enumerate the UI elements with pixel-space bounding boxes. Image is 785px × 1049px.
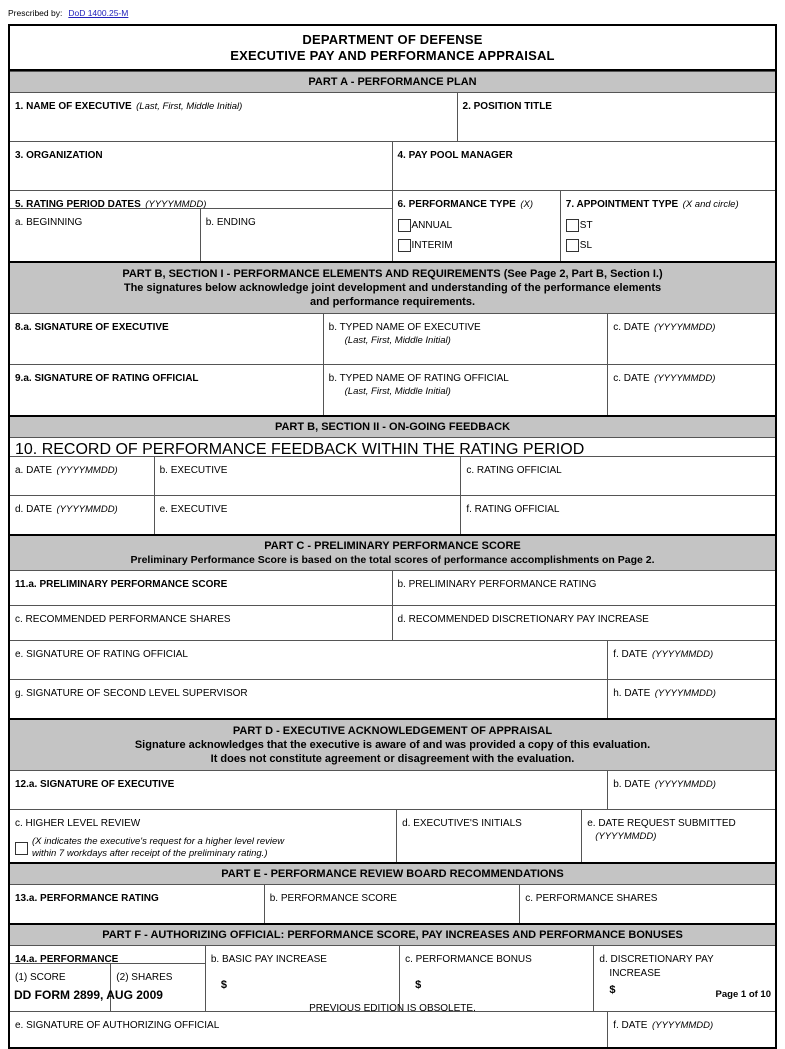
field-executive-signature-date-label: c. DATE: [613, 322, 650, 333]
field-executives-initials-label: d. EXECUTIVE'S INITIALS: [402, 818, 522, 829]
field-part-d-signature-of-executive-label: 12.a. SIGNATURE OF EXECUTIVE: [15, 779, 175, 790]
field-feedback-executive-b-label: b. EXECUTIVE: [159, 465, 228, 476]
dd-form-2899: [8, 24, 777, 1049]
field-feedback-date-d-label: d. DATE: [15, 504, 53, 515]
field-rating-period-dates-header: [10, 191, 392, 209]
field-name-of-executive-label: 1. NAME OF EXECUTIVE: [15, 101, 132, 112]
field-executive-signature-date[interactable]: [608, 314, 775, 364]
higher-level-review-note-line-2: within 7 workdays after receipt of the preliminary rating.): [32, 848, 268, 859]
form-title-block: [10, 26, 775, 71]
field-feedback-rating-official-f[interactable]: [461, 496, 775, 534]
field-recommended-performance-shares-label: c. RECOMMENDED PERFORMANCE SHARES: [15, 614, 231, 625]
part-c-header-line-1: PART C - PRELIMINARY PERFORMANCE SCORE: [264, 540, 521, 552]
field-signature-of-executive[interactable]: [10, 314, 324, 364]
field-part-c-signature-rating-official[interactable]: [10, 641, 608, 679]
field-feedback-date-a-label: a. DATE: [15, 465, 53, 476]
field-typed-name-of-executive[interactable]: [324, 314, 609, 364]
row-feedback-title: [10, 438, 775, 457]
field-part-c-date-h-label: h. DATE: [613, 688, 651, 699]
field-part-c-date-f[interactable]: [608, 641, 775, 679]
checkbox-row-st[interactable]: [566, 219, 770, 232]
checkbox-interim-label: INTERIM: [411, 239, 453, 251]
row-higher-level-review: [10, 810, 775, 862]
field-performance-type: [393, 191, 561, 261]
field-part-d-date-b-label: b. DATE: [613, 779, 651, 790]
field-typed-name-of-rating-official-label: b. TYPED NAME OF RATING OFFICIAL: [328, 373, 509, 384]
part-d-header-line-1: PART D - EXECUTIVE ACKNOWLEDGEMENT OF APPRAISAL: [232, 725, 553, 737]
field-appointment-type-hint: (X and circle): [682, 199, 739, 210]
field-preliminary-performance-rating-label: b. PRELIMINARY PERFORMANCE RATING: [397, 579, 597, 590]
field-prb-performance-rating[interactable]: [10, 885, 265, 923]
field-signature-of-rating-official[interactable]: [10, 365, 324, 415]
part-e-header: PART E - PERFORMANCE REVIEW BOARD RECOMMENDATIONS: [10, 862, 775, 885]
prescribed-by-label: Prescribed by:: [8, 8, 63, 18]
field-rating-period-ending-label: b. ENDING: [205, 217, 256, 228]
field-14a1-score-label: (1) SCORE: [15, 972, 66, 983]
field-signature-of-executive-label: 8.a. SIGNATURE OF EXECUTIVE: [15, 322, 169, 333]
checkbox-row-annual[interactable]: [398, 219, 555, 232]
field-performance-type-hint: (X): [520, 199, 533, 210]
field-prb-performance-score[interactable]: [265, 885, 521, 923]
checkbox-sl-icon[interactable]: [566, 239, 579, 252]
row-feedback-1: [10, 457, 775, 496]
field-rating-period-dates-hint: (YYYYMMDD): [145, 199, 207, 209]
field-position-title-label: 2. POSITION TITLE: [462, 101, 552, 112]
part-c-header-line-2: Preliminary Performance Score is based on the total scores of performance accomplishments on Page 2.: [130, 554, 655, 566]
page-number-label: Page 1 of 10: [715, 989, 771, 1000]
higher-level-review-checkbox-row[interactable]: [15, 836, 391, 860]
row-rating-official-sig-c: [10, 641, 775, 680]
part-b1-header-line-1: PART B, SECTION I - PERFORMANCE ELEMENTS AND REQUIREMENTS (See Page 2, Part B, Section I.): [122, 268, 663, 280]
part-b1-header-line-2: The signatures below acknowledge joint development and understanding of the performance elements: [123, 282, 662, 294]
field-appointment-type: [561, 191, 775, 261]
prescribed-by-link[interactable]: DoD 1400.25-M: [68, 8, 129, 18]
field-prb-performance-score-label: b. PERFORMANCE SCORE: [269, 893, 397, 904]
field-signature-authorizing-official-label: e. SIGNATURE OF AUTHORIZING OFFICIAL: [15, 1020, 220, 1031]
field-date-request-submitted-label: e. DATE REQUEST SUBMITTED: [587, 818, 736, 829]
checkbox-sl-label: SL: [579, 239, 593, 251]
field-performance-bonus-currency: $: [415, 979, 422, 991]
form-title-line-1: DEPARTMENT OF DEFENSE: [302, 32, 483, 47]
field-organization-label: 3. ORGANIZATION: [15, 150, 103, 161]
field-basic-pay-increase-currency: $: [220, 979, 227, 991]
field-higher-level-review-label: c. HIGHER LEVEL REVIEW: [15, 818, 141, 829]
field-prb-performance-rating-label: 13.a. PERFORMANCE RATING: [15, 893, 159, 904]
checkbox-higher-level-review-icon[interactable]: [15, 842, 28, 855]
row-begin-end: [10, 209, 392, 261]
form-id-label: DD FORM 2899, AUG 2009: [14, 988, 163, 1002]
field-feedback-rating-official-c[interactable]: [461, 457, 775, 495]
checkbox-annual-icon[interactable]: [398, 219, 411, 232]
field-basic-pay-increase-label: b. BASIC PAY INCREASE: [210, 954, 327, 965]
field-feedback-executive-b[interactable]: [155, 457, 462, 495]
part-b1-header: [10, 261, 775, 314]
row-name-position: [10, 93, 775, 142]
field-feedback-executive-e-label: e. EXECUTIVE: [159, 504, 228, 515]
field-rating-official-signature-date-label: c. DATE: [613, 373, 650, 384]
part-f-header: PART F - AUTHORIZING OFFICIAL: PERFORMANCE SCORE, PAY INCREASES AND PERFORMANCE BONUSES: [10, 923, 775, 946]
field-part-c-date-h[interactable]: [608, 680, 775, 718]
checkbox-interim-icon[interactable]: [398, 239, 411, 252]
field-preliminary-performance-rating[interactable]: [393, 571, 776, 605]
field-discretionary-pay-increase-currency: $: [609, 984, 616, 996]
field-signature-second-level-supervisor[interactable]: [10, 680, 608, 718]
field-recommended-discretionary-pay-increase[interactable]: [393, 606, 776, 640]
field-part-f-date-label: f. DATE: [613, 1020, 648, 1031]
part-d-header: [10, 718, 775, 771]
row-rating-period-types: [10, 191, 775, 261]
field-feedback-date-d-hint: (YYYYMMDD): [56, 504, 118, 515]
higher-level-review-note: [32, 836, 284, 860]
row-executive-ack-signature: [10, 771, 775, 810]
field-typed-name-of-rating-official-hint: (Last, First, Middle Initial): [344, 386, 451, 397]
field-typed-name-of-rating-official[interactable]: [324, 365, 609, 415]
field-typed-name-of-executive-hint: (Last, First, Middle Initial): [344, 335, 451, 346]
field-name-of-executive-hint: (Last, First, Middle Initial): [136, 101, 243, 112]
checkbox-row-sl[interactable]: [566, 239, 770, 252]
field-appointment-type-label: 7. APPOINTMENT TYPE: [565, 199, 679, 210]
higher-level-review-note-line-1: (X indicates the executive's request for a higher level review: [32, 836, 285, 847]
field-date-request-submitted[interactable]: [582, 810, 775, 862]
field-pay-pool-manager-label: 4. PAY POOL MANAGER: [397, 150, 513, 161]
field-discretionary-pay-increase-label-2: INCREASE: [609, 968, 661, 979]
field-part-d-date-b-hint: (YYYYMMDD): [654, 779, 716, 790]
form-footer: [8, 988, 777, 1022]
field-rating-official-signature-date[interactable]: [608, 365, 775, 415]
checkbox-row-interim[interactable]: [398, 239, 555, 252]
field-signature-of-rating-official-label: 9.a. SIGNATURE OF RATING OFFICIAL: [15, 373, 199, 384]
field-part-c-signature-rating-official-label: e. SIGNATURE OF RATING OFFICIAL: [15, 649, 188, 660]
checkbox-annual-label: ANNUAL: [411, 219, 453, 231]
field-part-c-date-h-hint: (YYYYMMDD): [654, 688, 716, 699]
field-part-f-date-hint: (YYYYMMDD): [651, 1020, 714, 1031]
field-14a-performance-header: [10, 946, 205, 964]
part-b1-header-line-3: and performance requirements.: [309, 296, 476, 308]
field-feedback-date-d[interactable]: [10, 496, 155, 534]
row-recommended-shares: [10, 606, 775, 641]
field-feedback-executive-e[interactable]: [155, 496, 462, 534]
prescribed-by: [8, 8, 128, 18]
field-rating-period-dates-label: 5. RATING PERIOD DATES: [15, 199, 141, 209]
field-executives-initials[interactable]: [397, 810, 582, 862]
field-14a2-shares-label: (2) SHARES: [116, 972, 173, 983]
row-feedback-2: [10, 496, 775, 534]
field-rating-official-signature-date-hint: (YYYYMMDD): [654, 373, 716, 384]
row-second-level-sig: [10, 680, 775, 718]
field-preliminary-performance-score[interactable]: [10, 571, 393, 605]
field-rating-period-ending[interactable]: [201, 209, 392, 261]
part-d-header-line-2: Signature acknowledges that the executive is aware of and was provided a copy of this evaluation.: [134, 739, 651, 751]
field-feedback-rating-official-c-label: c. RATING OFFICIAL: [466, 465, 562, 476]
field-14a-performance-label: 14.a. PERFORMANCE: [15, 954, 119, 964]
field-rating-period-beginning-label: a. BEGINNING: [15, 217, 83, 228]
field-executive-signature-date-hint: (YYYYMMDD): [654, 322, 716, 333]
field-typed-name-of-executive-label: b. TYPED NAME OF EXECUTIVE: [328, 322, 481, 333]
part-c-header: [10, 534, 775, 571]
field-rating-period-beginning[interactable]: [10, 209, 201, 261]
field-recommended-performance-shares[interactable]: [10, 606, 393, 640]
row-rating-official-signature: [10, 365, 775, 415]
part-b2-header: PART B, SECTION II - ON-GOING FEEDBACK: [10, 415, 775, 438]
field-part-d-date-b[interactable]: [608, 771, 775, 809]
field-date-request-submitted-hint: (YYYYMMDD): [595, 831, 657, 842]
field-performance-bonus-label: c. PERFORMANCE BONUS: [405, 954, 532, 965]
field-pay-pool-manager[interactable]: [393, 142, 776, 190]
field-name-of-executive[interactable]: [10, 93, 458, 141]
previous-edition-label: PREVIOUS EDITION IS OBSOLETE.: [309, 1003, 476, 1014]
row-preliminary-score: [10, 571, 775, 606]
field-feedback-rating-official-f-label: f. RATING OFFICIAL: [466, 504, 560, 515]
field-discretionary-pay-increase-label-1: d. DISCRETIONARY PAY: [599, 954, 714, 965]
field-preliminary-performance-score-label: 11.a. PRELIMINARY PERFORMANCE SCORE: [15, 579, 228, 590]
field-record-of-feedback-label: 10. RECORD OF PERFORMANCE FEEDBACK WITHIN THE RATING PERIOD: [15, 441, 585, 456]
group-rating-period-dates: [10, 191, 393, 261]
field-position-title[interactable]: [458, 93, 775, 141]
part-d-header-line-3: It does not constitute agreement or disagreement with the evaluation.: [210, 753, 575, 765]
field-feedback-date-a-hint: (YYYYMMDD): [56, 465, 118, 476]
field-prb-performance-shares[interactable]: [520, 885, 775, 923]
field-recommended-discretionary-pay-increase-label: d. RECOMMENDED DISCRETIONARY PAY INCREASE: [397, 614, 649, 625]
field-higher-level-review: [10, 810, 397, 862]
field-organization[interactable]: [10, 142, 393, 190]
part-a-header: PART A - PERFORMANCE PLAN: [10, 71, 775, 93]
checkbox-st-label: ST: [579, 219, 593, 231]
checkbox-st-icon[interactable]: [566, 219, 579, 232]
row-prb-recommendations: [10, 885, 775, 923]
field-part-d-signature-of-executive[interactable]: [10, 771, 608, 809]
row-organization-paypool: [10, 142, 775, 191]
field-part-c-date-f-hint: (YYYYMMDD): [651, 649, 714, 660]
field-prb-performance-shares-label: c. PERFORMANCE SHARES: [525, 893, 658, 904]
field-signature-second-level-supervisor-label: g. SIGNATURE OF SECOND LEVEL SUPERVISOR: [15, 688, 248, 699]
field-part-c-date-f-label: f. DATE: [613, 649, 648, 660]
form-title-line-2: EXECUTIVE PAY AND PERFORMANCE APPRAISAL: [230, 48, 555, 63]
row-executive-signature: [10, 314, 775, 365]
field-performance-type-label: 6. PERFORMANCE TYPE: [397, 199, 516, 210]
field-feedback-date-a[interactable]: [10, 457, 155, 495]
